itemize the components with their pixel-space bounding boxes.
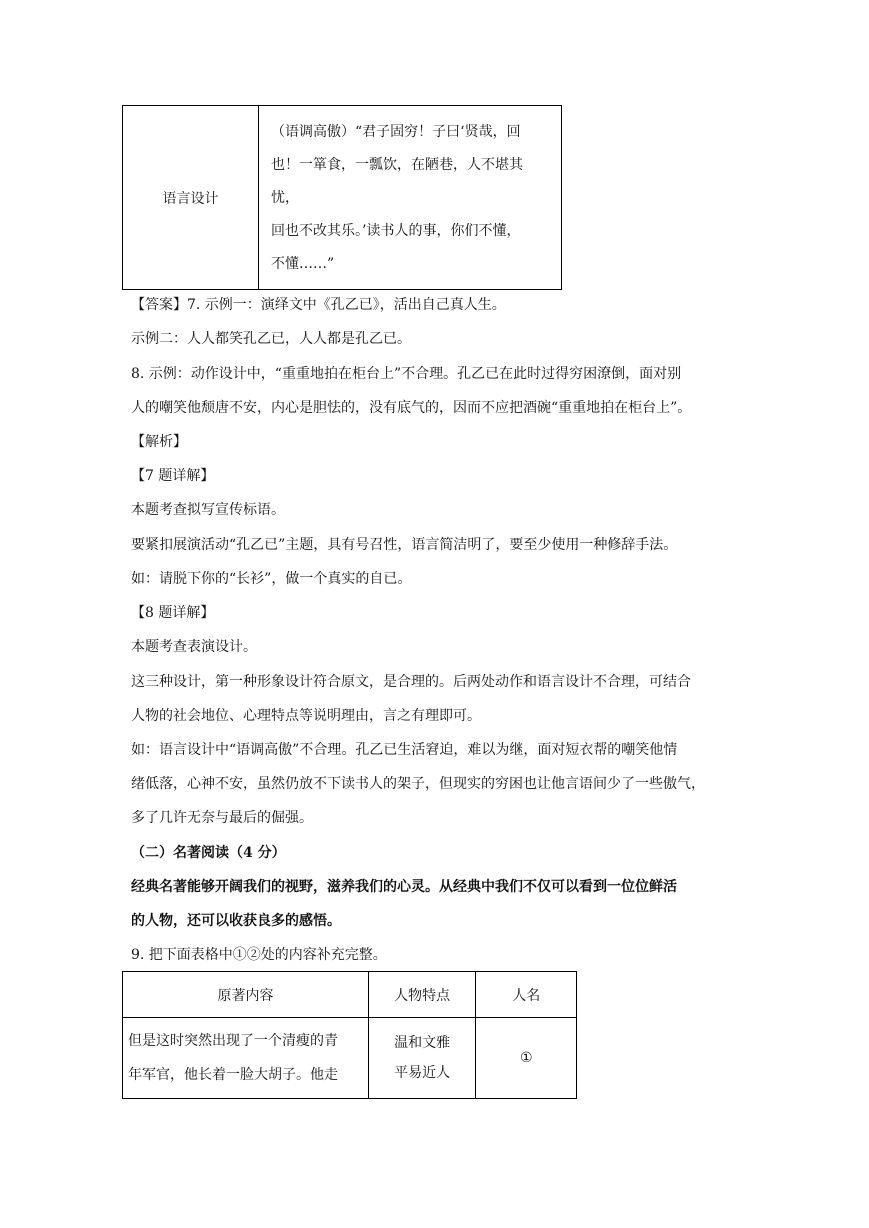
excerpt-line: 但是这时突然出现了一个清瘦的青 bbox=[128, 1033, 338, 1049]
design-type-cell: 语言设计 bbox=[123, 106, 259, 290]
design-content-cell bbox=[259, 106, 562, 290]
content-line: 回也不改其乐。’读书人的事，你们不懂， bbox=[271, 223, 521, 239]
performance-design-table bbox=[122, 105, 562, 290]
analysis-heading: 【解析】 bbox=[131, 434, 187, 450]
section-heading: （二）名著阅读（4 分） bbox=[131, 845, 286, 861]
section-intro-line-1: 经典名著能够开阔我们的视野，滋养我们的心灵。从经典中我们不仅可以看到一位位鲜活 bbox=[131, 879, 677, 895]
q7-detail-heading: 【7 题详解】 bbox=[131, 468, 215, 484]
header-name: 人名 bbox=[476, 972, 577, 1018]
trait-line: 温和文雅 bbox=[394, 1035, 451, 1051]
content-line: 不懂……” bbox=[271, 256, 335, 272]
header-traits: 人物特点 bbox=[368, 972, 476, 1018]
excerpt-line: 年军官，他长着一脸大胡子。他走 bbox=[128, 1067, 338, 1083]
answer-8-line-1: 8. 示例：动作设计中，“重重地拍在柜台上”不合理。孔乙已在此时过得穷困潦倒，面对别 bbox=[131, 366, 682, 382]
classics-table bbox=[122, 971, 577, 1099]
q7-detail-line-3: 如：请脱下你的“长衫”，做一个真实的自已。 bbox=[131, 571, 412, 587]
trait-line: 平易近人 bbox=[394, 1065, 451, 1081]
q7-detail-line-1: 本题考查拟写宣传标语。 bbox=[131, 502, 285, 518]
q7-detail-line-2: 要紧扣展演活动“孔乙已”主题，具有号召性，语言简洁明了，要至少使用一种修辞手法。 bbox=[131, 537, 678, 553]
cell-name-blank: ① bbox=[476, 1018, 577, 1099]
q8-detail-line-3: 人物的社会地位、心理特点等说明理由，言之有理即可。 bbox=[131, 708, 481, 724]
cell-excerpt bbox=[123, 1018, 369, 1099]
q8-detail-line-2: 这三种设计，第一种形象设计符合原文，是合理的。后两处动作和语言设计不合理，可结合 bbox=[131, 674, 691, 690]
q8-detail-line-5: 绪低落，心神不安，虽然仍放不下读书人的架子，但现实的穷困也让他言语间少了一些傲气， bbox=[131, 776, 705, 792]
cell-traits bbox=[368, 1018, 476, 1099]
q8-detail-line-6: 多了几许无奈与最后的倔强。 bbox=[131, 810, 313, 826]
content-line: 也！一箪食，一瓢饮，在陋巷，人不堪其忧， bbox=[271, 157, 523, 206]
header-content: 原著内容 bbox=[123, 972, 369, 1018]
q8-detail-heading: 【8 题详解】 bbox=[131, 605, 215, 621]
answer-example-2: 示例二：人人都笑孔乙已，人人都是孔乙已。 bbox=[131, 331, 411, 347]
question-9: 9. 把下面表格中①②处的内容补充完整。 bbox=[131, 947, 387, 963]
q8-detail-line-4: 如：语言设计中“语调高傲”不合理。孔乙已生活窘迫，难以为继，面对短衣帮的嘲笑他情 bbox=[131, 742, 678, 758]
section-intro-line-2: 的人物，还可以收获良多的感悟。 bbox=[131, 913, 341, 929]
q8-detail-line-1: 本题考查表演设计。 bbox=[131, 639, 257, 655]
answer-8-line-2: 人的嘲笑他颓唐不安，内心是胆怯的，没有底气的，因而不应把酒碗“重重地拍在柜台上”。 bbox=[131, 400, 692, 416]
answer-heading: 【答案】7. 示例一：演绎文中《孔乙已》，活出自己真人生。 bbox=[131, 297, 506, 313]
content-line: （语调高傲）“君子固穷！子曰‘贤哉，回 bbox=[271, 124, 521, 140]
